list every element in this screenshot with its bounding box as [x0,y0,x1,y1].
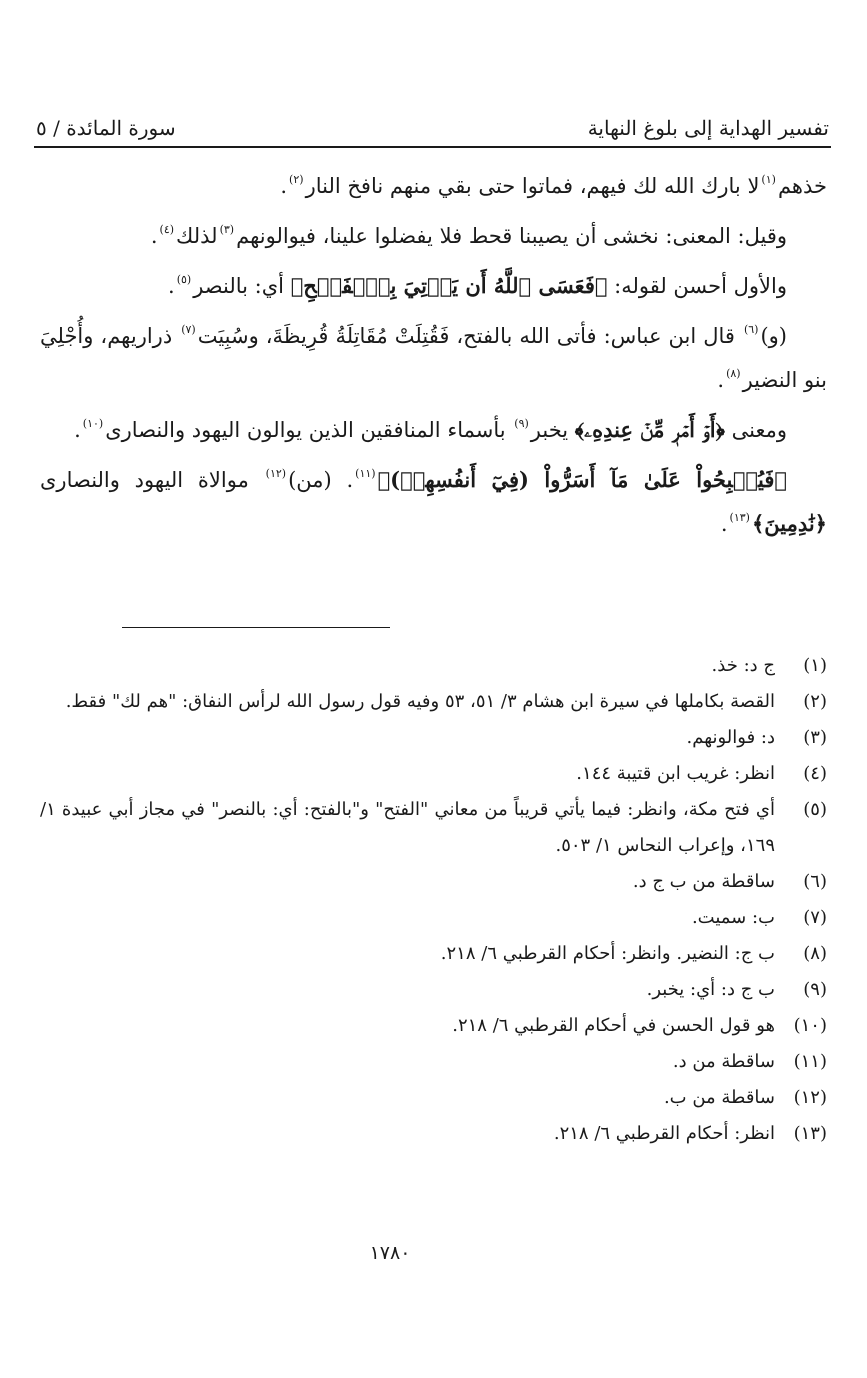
footnote-number: (٦) [803,871,827,892]
footnotes-list [40,648,827,1152]
paragraph-5 [40,408,827,452]
footnote-text: ساقطة من ب. [663,1087,775,1108]
paragraph-4 [40,314,827,402]
footnote-text: هو قول الحسن في أحكام القرطبي ٦/ ٢١٨. [452,1015,775,1036]
text-span: ذراريهم، وأُجْلِيَ بنو النضير [40,324,827,392]
text-span: . [280,174,288,198]
text-span: يخبر [530,418,569,442]
text-span: أي: بالنصر [193,274,285,298]
footnote-number: (١) [803,655,827,676]
paragraph-6 [40,458,827,546]
footnote-text: د: فوالونهم. [686,727,775,748]
text-span: (و) [760,324,787,348]
text-span: موالاة اليهود والنصارى [40,468,249,492]
footnote-item [40,756,827,792]
footnote-text: انظر: غريب ابن قتيبة ١٤٤. [576,763,775,784]
footnote-item [40,1116,827,1152]
footnote-number: (٨) [803,943,827,964]
footnote-text: ب ج: النضير. وانظر: أحكام القرطبي ٦/ ٢١٨. [440,943,775,964]
footnote-number: (١٣) [793,1123,827,1144]
footnote-number: (٩) [803,979,827,1000]
footnote-text: ساقطة من ب ج د. [632,871,775,892]
footnote-text: أي فتح مكة، وانظر: فيما يأتي قريباً من معاني "الفتح" و"بالفتح: أي: بالنصر" في مجاز أبي عبيدة ١/ ١٦٩، وإعراب النحاس ١/ ٥٠٣. [40,799,775,856]
footnote-item [40,1080,827,1116]
text-span: . [74,418,81,442]
quran-quote: ﴿فَيُصۡبِحُواْ عَلَىٰ مَآ أَسَرُّواْ (فِيٓ أَنفُسِهِمۡ)﴾ [377,467,788,492]
footnote-ref: (٩) [514,417,529,430]
text-span: . [168,274,175,298]
footnote-number: (٣) [803,727,827,748]
footnote-item [40,792,827,864]
footnote-ref: (١٠) [82,417,104,430]
text-span: . [717,368,725,392]
footnote-item [40,648,827,684]
book-title: تفسير الهداية إلى بلوغ النهاية [587,116,829,140]
footnote-ref: (١) [761,173,776,186]
quran-quote: ﴿نَٰدِمِينَ﴾ [751,511,827,536]
paragraph-1 [40,164,827,208]
surah-label: سورة المائدة / ٥ [36,116,176,140]
text-span: لا بارك الله لك فيهم، فماتوا حتى بقي منهم نافخ النار [305,174,760,198]
footnote-item [40,684,827,720]
footnote-text: ساقطة من د. [672,1051,775,1072]
footnote-ref: (٧) [181,323,196,336]
footnote-number: (١٢) [793,1087,827,1108]
footnote-item [40,936,827,972]
footnote-item [40,720,827,756]
footnote-separator [122,627,390,628]
footnote-text: انظر: أحكام القرطبي ٦/ ٢١٨. [553,1123,775,1144]
page-number: ١٧٨٠ [369,1242,411,1264]
footnote-ref: (٨) [726,367,741,380]
main-text [40,164,827,552]
footnote-ref: (٣) [219,223,235,236]
footnote-ref: (١٣) [729,511,750,524]
quran-quote: ﴿فَعَسَى ٱللَّهُ أَن يَأۡتِيَ بِٱلۡفَتۡحِ﴾ [290,273,608,298]
footnote-number: (٧) [803,907,827,928]
footnote-number: (٥) [803,799,827,820]
text-span: . (من) [288,468,354,492]
footnote-number: (٤) [803,763,827,784]
footnote-item [40,864,827,900]
text-span: . [150,224,158,248]
footnote-item [40,1008,827,1044]
quran-quote: ﴿أَوۡ أَمۡرٖ مِّنۡ عِندِهِۦ﴾ [574,417,725,442]
text-span: لذلك [176,224,218,248]
footnote-text: ب ج د: أي: يخبر. [646,979,775,1000]
text-span: والأول أحسن لقوله: [614,274,787,298]
footnote-number: (١١) [793,1051,827,1072]
paragraph-2 [40,214,827,258]
footnote-ref: (٢) [289,173,304,186]
footnote-item [40,972,827,1008]
footnote-number: (١٠) [793,1015,827,1036]
footnote-ref: (٥) [176,273,192,286]
footnote-ref: (٤) [159,223,175,236]
text-span: قال ابن عباس: فأتى الله بالفتح، فَقُتِلَتْ مُقَاتِلَةُ قُرِيظَةَ، وسُبِيَت [197,324,735,348]
text-span: بأسماء المنافقين الذين يوالون اليهود والنصارى [105,418,506,442]
footnote-item [40,1044,827,1080]
footnote-text: ج د: خذ. [711,655,775,676]
footnote-number: (٢) [803,691,827,712]
footnote-ref: (١١) [355,467,376,480]
text-span: . [720,512,728,536]
footnote-ref: (١٢) [265,467,287,480]
text-span: ومعنى [731,418,787,442]
text-span: خذهم [777,174,827,198]
footnote-text: ب: سميت. [691,907,775,928]
paragraph-3 [40,264,827,308]
running-header [36,106,829,140]
footnote-ref: (٦) [743,323,759,336]
footnote-text: القصة بكاملها في سيرة ابن هشام ٣/ ٥١، ٥٣ وفيه قول رسول الله لرأس النفاق: "هم لك" فقط. [65,691,775,712]
text-span: وقيل: المعنى: نخشى أن يصيبنا قحط فلا يفضلوا علينا، فيوالونهم [236,224,787,248]
footnote-item [40,900,827,936]
header-rule [34,146,831,148]
